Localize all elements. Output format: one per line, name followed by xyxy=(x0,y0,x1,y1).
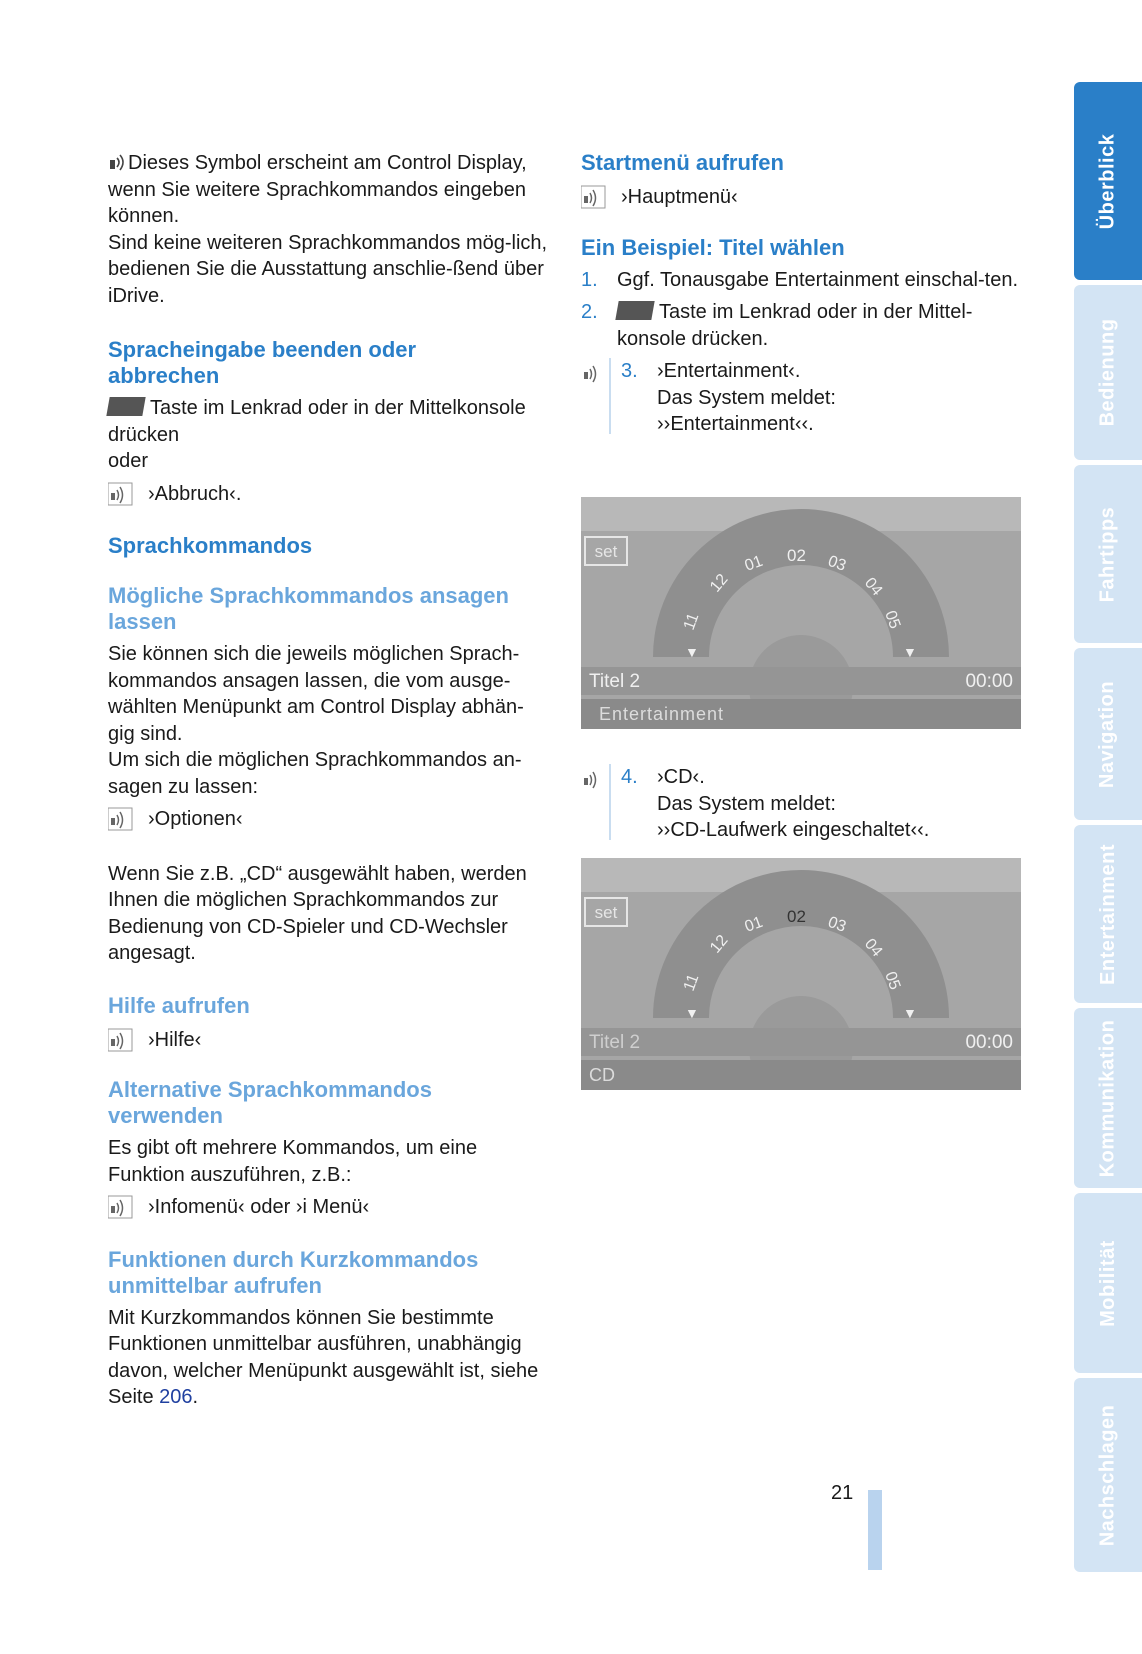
track-02: 02 xyxy=(787,546,806,565)
alternative-text: Es gibt oft mehrere Kommandos, um eine Funktion auszuführen, z.B.: xyxy=(108,1137,478,1186)
cd-display-graphic xyxy=(581,858,1021,1090)
cd-display-graphic xyxy=(581,497,1021,729)
step-4: 4. ›CD‹. Das System meldet: ››CD-Laufwerk eingeschaltet‹‹. xyxy=(581,764,1021,844)
svg-text:▸: ▸ xyxy=(831,509,838,524)
svg-text:◂: ◂ xyxy=(765,509,772,524)
step-2: 2. Taste im Lenkrad oder in der Mittel-konsole drücken. xyxy=(581,301,973,350)
voice-command-icon xyxy=(581,184,609,210)
track-04: 04 xyxy=(860,935,886,961)
svg-text:◂: ◂ xyxy=(765,870,772,885)
set-button: set xyxy=(594,542,618,561)
track-11: 11 xyxy=(680,971,703,994)
voice-command-hauptmenu: ›Hauptmenü‹ xyxy=(581,184,1021,211)
end-voice-text: Taste im Lenkrad oder in der Mittelkonsole drücken oder xyxy=(108,397,526,472)
track-05: 05 xyxy=(881,608,904,632)
track-02-selected: 02 xyxy=(787,907,806,926)
intro-paragraph: Dieses Symbol erscheint am Control Display, wenn Sie weitere Sprachkommandos eingeben können. Sind keine weiteren Sprachkommandos mög-lich, bedienen Sie die Ausstattung anschlie-ßend über iDrive. xyxy=(108,152,548,307)
source-label: Entertainment xyxy=(599,704,725,724)
heading-help: Hilfe aufrufen xyxy=(108,992,250,1018)
tab-mobilitaet[interactable]: Mobilität xyxy=(1074,1193,1142,1373)
heading-example: Ein Beispiel: Titel wählen xyxy=(581,234,845,260)
tab-ueberblick[interactable]: Überblick xyxy=(1074,82,1142,280)
tab-kommunikation[interactable]: Kommunikation xyxy=(1074,1008,1142,1188)
source-label: CD xyxy=(589,1065,615,1085)
track-title: Titel 2 xyxy=(589,671,641,692)
heading-end-voice-input: Spracheingabe beenden oder abbrechen xyxy=(108,337,417,388)
track-01: 01 xyxy=(742,913,766,936)
control-display-screenshot-2 xyxy=(581,858,1021,1090)
track-12: 12 xyxy=(707,571,732,596)
voice-command-icon xyxy=(108,806,136,832)
display-header: CD xyxy=(788,867,814,886)
tab-navigation[interactable]: Navigation xyxy=(1074,648,1142,820)
voice-command-icon xyxy=(108,1027,136,1053)
tab-fahrtipps[interactable]: Fahrtipps xyxy=(1074,465,1142,643)
announce-paragraph-2: Um sich die möglichen Sprachkommandos an-sagen zu lassen: xyxy=(108,749,522,798)
track-01: 01 xyxy=(742,552,766,575)
tab-entertainment[interactable]: Entertainment xyxy=(1074,825,1142,1003)
track-time: 00:00 xyxy=(965,671,1013,692)
heading-start-menu: Startmenü aufrufen xyxy=(581,150,784,175)
page-number: 21 xyxy=(831,1482,854,1504)
heading-announce-commands: Mögliche Sprachkommandos ansagen lassen xyxy=(108,583,509,634)
step-3: 3. ›Entertainment‹. Das System meldet: ››Entertainment‹‹. xyxy=(581,358,1021,438)
heading-alternative-commands: Alternative Sprachkommandos verwenden xyxy=(108,1077,432,1128)
announce-paragraph-1: Sie können sich die jeweils möglichen Sprach-kommandos ansagen lassen, die vom ausge-wählten Menüpunkt am Control Display abhän-gig sind. xyxy=(108,643,524,745)
track-03: 03 xyxy=(825,913,849,936)
voice-command-optionen: ›Optionen‹ xyxy=(108,806,548,833)
control-display-screenshot-1 xyxy=(581,497,1021,729)
right-column xyxy=(581,150,1021,438)
display-header: CD xyxy=(788,506,814,525)
voice-command-icon xyxy=(581,766,609,792)
left-column xyxy=(108,150,548,1411)
track-time: 00:00 xyxy=(965,1032,1013,1053)
short-commands-text: Mit Kurzkommandos können Sie bestimmte Funktionen unmittelbar ausführen, unabhängig davon, welcher Menüpunkt ausgewählt ist, siehe Seite 206. xyxy=(108,1306,539,1408)
tab-nachschlagen[interactable]: Nachschlagen xyxy=(1074,1378,1142,1572)
voice-command-infomenu: ›Infomenü‹ oder ›i Menü‹ xyxy=(108,1194,548,1221)
track-03: 03 xyxy=(825,552,849,575)
talk-button-icon xyxy=(106,397,145,416)
track-05: 05 xyxy=(881,969,904,993)
talk-button-icon xyxy=(615,301,654,320)
page-marker-bar xyxy=(868,1490,882,1570)
track-11: 11 xyxy=(680,610,703,633)
step-1: 1. Ggf. Tonausgabe Entertainment einschal-ten. xyxy=(581,268,1018,291)
track-12: 12 xyxy=(707,932,732,957)
svg-text:▼: ▼ xyxy=(685,1005,699,1021)
svg-text:▼: ▼ xyxy=(685,644,699,660)
track-title: Titel 2 xyxy=(589,1032,641,1053)
voice-command-icon xyxy=(108,481,136,507)
announce-paragraph-3: Wenn Sie z.B. „CD“ ausgewählt haben, werden Ihnen die möglichen Sprachkommandos zur Bedienung von CD-Spieler und CD-Wechsler angesagt. xyxy=(108,862,527,964)
tab-bedienung[interactable]: Bedienung xyxy=(1074,285,1142,460)
set-button: set xyxy=(594,903,618,922)
svg-text:▼: ▼ xyxy=(903,644,917,660)
svg-text:▼: ▼ xyxy=(903,1005,917,1021)
voice-command-hilfe: ›Hilfe‹ xyxy=(108,1027,548,1054)
voice-command-abbruch: ›Abbruch‹. xyxy=(108,481,548,508)
page-link-206[interactable]: 206 xyxy=(159,1386,193,1408)
heading-short-commands: Funktionen durch Kurzkommandos unmittelbar aufrufen xyxy=(108,1246,479,1298)
svg-text:▸: ▸ xyxy=(831,870,838,885)
voice-command-icon xyxy=(581,360,609,386)
heading-voice-commands: Sprachkommandos xyxy=(108,533,313,558)
track-04: 04 xyxy=(860,574,886,600)
speaking-icon xyxy=(108,152,128,172)
voice-command-icon xyxy=(108,1194,136,1220)
